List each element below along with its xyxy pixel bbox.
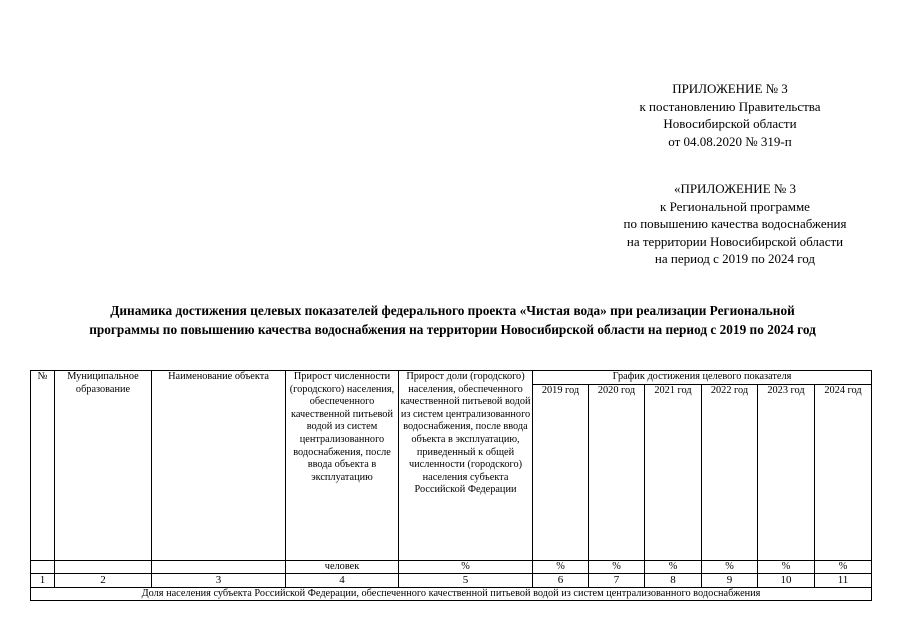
unit-cell: [31, 560, 55, 574]
column-number: 6: [533, 574, 589, 588]
unit-cell: [55, 560, 152, 574]
appendix-line: на период с 2019 по 2024 год: [654, 251, 816, 266]
document-title-line-1: Динамика достижения целевых показателей федерального проекта «Чистая вода» при реализации Региональной: [110, 303, 795, 318]
header-population-growth: Прирост численности (городского) населения, обеспеченного качественной питьевой водой из систем централизованного водоснабжения, после ввода объекта в эксплуатацию: [286, 371, 399, 561]
appendix-line: Новосибирской области: [663, 116, 797, 131]
unit-cell: [152, 560, 286, 574]
appendix-title: ПРИЛОЖЕНИЕ № 3: [672, 81, 788, 96]
header-year: 2024 год: [815, 384, 872, 560]
appendix-line: на территории Новосибирской области: [626, 233, 844, 249]
column-number: 5: [399, 574, 533, 588]
column-number: 7: [589, 574, 645, 588]
header-year: 2023 год: [758, 384, 815, 560]
header-schedule: График достижения целевого показателя: [533, 371, 872, 385]
unit-year: %: [702, 560, 758, 574]
header-year: 2021 год: [645, 384, 702, 560]
units-row: [31, 560, 872, 574]
appendix-block-resolution: [575, 80, 885, 150]
column-number: 4: [286, 574, 399, 588]
unit-year: %: [645, 560, 702, 574]
appendix-title: «ПРИЛОЖЕНИЕ № 3: [673, 181, 797, 196]
appendix-line: по повышению качества водоснабжения: [623, 216, 847, 231]
unit-year: %: [589, 560, 645, 574]
unit-share: %: [399, 560, 533, 574]
appendix-date-number: от 04.08.2020 № 319-п: [668, 133, 792, 149]
unit-population: человек: [286, 560, 399, 574]
header-year: 2020 год: [589, 384, 645, 560]
column-number: 1: [31, 574, 55, 588]
column-numbers-row: [31, 574, 872, 588]
column-number: 11: [815, 574, 872, 588]
appendix-line: к Региональной программе: [660, 198, 810, 214]
header-object-name: Наименование объекта: [152, 371, 286, 561]
header-num: №: [31, 371, 55, 561]
appendix-block-program: [575, 180, 895, 268]
appendix-line: к постановлению Правительства: [639, 98, 821, 114]
unit-year: %: [758, 560, 815, 574]
unit-year: %: [533, 560, 589, 574]
column-number: 2: [55, 574, 152, 588]
document-title: [30, 302, 875, 339]
header-year: 2022 год: [702, 384, 758, 560]
column-number: 9: [702, 574, 758, 588]
column-number: 10: [758, 574, 815, 588]
header-municipality: Муниципальное образование: [55, 371, 152, 561]
section-row: Доля населения субъекта Российской Федерации, обеспеченного качественной питьевой водой из систем централизованного водоснабжения: [31, 587, 872, 601]
unit-year: %: [815, 560, 872, 574]
header-share-growth: Прирост доли (городского) населения, обеспеченного качественной питьевой водой из систем централизованного водоснабжения, после ввода объекта в эксплуатацию, приведенный к общей численности (городского) населения субъекта Российской Федерации: [399, 371, 533, 561]
column-number: 3: [152, 574, 286, 588]
header-year: 2019 год: [533, 384, 589, 560]
document-title-line-2: программы по повышению качества водоснабжения на территории Новосибирской области на период с 2019 по 2024 год: [89, 321, 816, 337]
column-number: 8: [645, 574, 702, 588]
indicators-table: [30, 370, 872, 601]
